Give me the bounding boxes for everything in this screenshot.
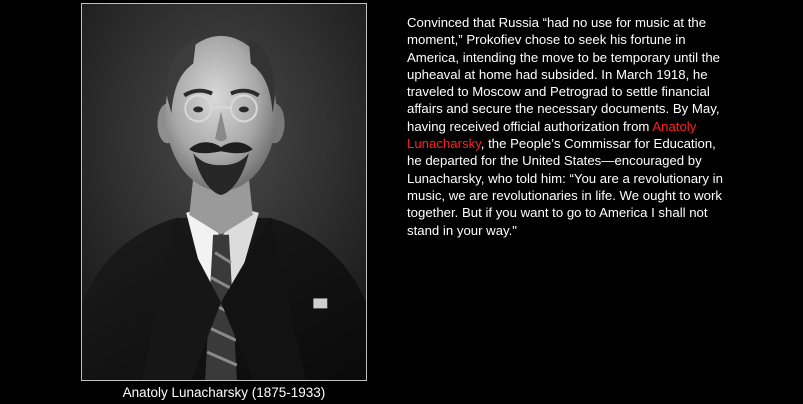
body-text-part2: , the People’s Commissar for Education, he departed for the United States—encouraged by Lunacharsky, who told him: “You are a revolutionary in music, we are revolutionaries in life. We ought to work together. But if you want to go to America I shall not stand in your way." bbox=[407, 136, 723, 238]
portrait-photo bbox=[81, 3, 367, 381]
portrait-image bbox=[82, 4, 366, 380]
body-paragraph bbox=[407, 14, 727, 239]
photo-caption: Anatoly Lunacharsky (1875-1933) bbox=[122, 385, 326, 400]
body-text-part1: Convinced that Russia “had no use for music at the moment,” Prokofiev chose to seek his fortune in America, intending the move to be temporary until the upheaval at home had subsided. In March 1918, he traveled to Moscow and Petrograd to settle financial affairs and secure the necessary documents. By May, having received official authorization from bbox=[407, 15, 721, 134]
lunacharsky-link[interactable]: Anatoly Lunacharsky bbox=[407, 118, 697, 152]
